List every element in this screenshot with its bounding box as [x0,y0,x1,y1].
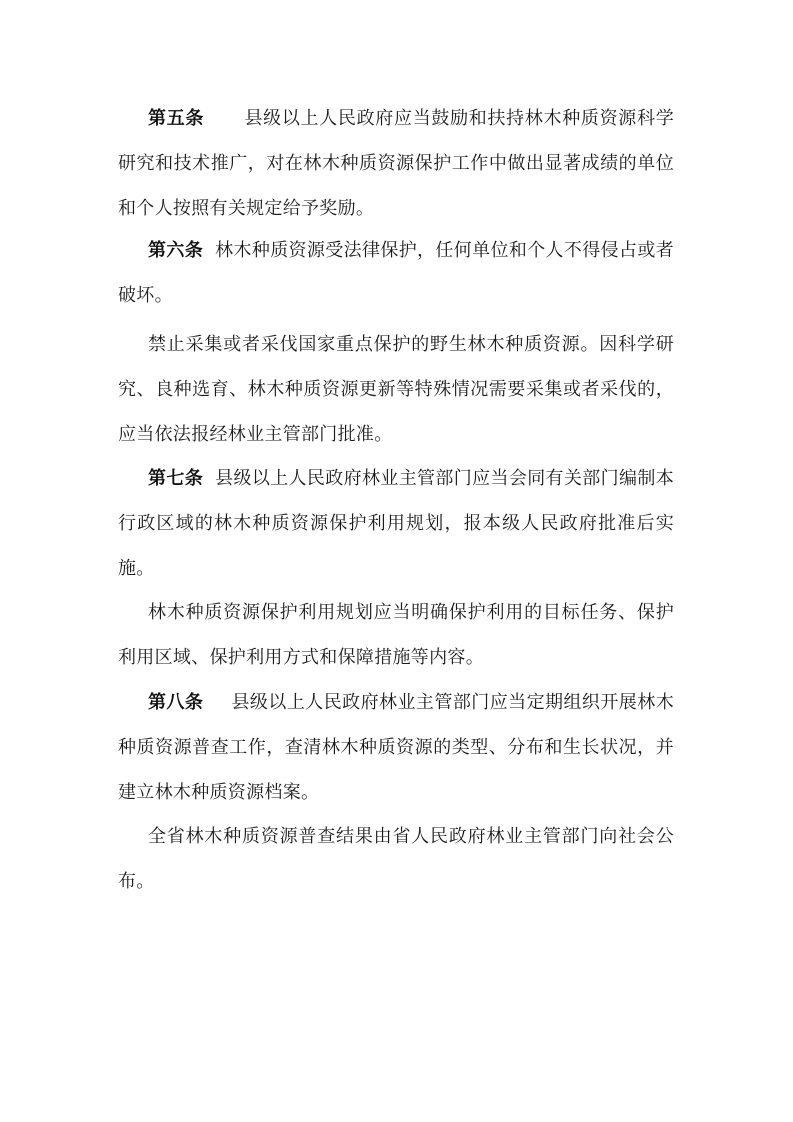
article-7-clause-2 [118,590,674,680]
article-8-paragraph [118,680,674,815]
article-6-paragraph [118,228,674,318]
article-number: 第七条 [148,468,204,489]
clause-text: 林木种质资源保护利用规划应当明确保护利用的目标任务、保护利用区域、保护利用方式和保障措施等内容。 [118,602,674,668]
clause-text: 全省林木种质资源普查结果由省人民政府林业主管部门向社会公布。 [118,826,674,892]
article-6-clause-2 [118,322,674,457]
article-5-paragraph [118,96,674,231]
article-8-clause-2 [118,814,674,904]
article-7-paragraph [118,456,674,591]
article-text: 林木种质资源受法律保护，任何单位和个人不得侵占或者破坏。 [118,240,674,306]
article-number: 第六条 [148,240,204,261]
article-number: 第八条 [148,692,204,713]
article-text: 县级以上人民政府应当鼓励和扶持林木种质资源科学研究和技术推广，对在林木种质资源保护工作中做出显著成绩的单位和个人按照有关规定给予奖励。 [118,108,674,219]
article-text: 县级以上人民政府林业主管部门应当会同有关部门编制本行政区域的林木种质资源保护利用规划，报本级人民政府批准后实施。 [118,468,674,579]
article-text: 县级以上人民政府林业主管部门应当定期组织开展林木种质资源普查工作，查清林木种质资源的类型、分布和生长状况，并建立林木种质资源档案。 [118,692,674,803]
clause-text: 禁止采集或者采伐国家重点保护的野生林木种质资源。因科学研究、良种选育、林木种质资源更新等特殊情况需要采集或者采伐的，应当依法报经林业主管部门批准。 [118,334,674,445]
article-number: 第五条 [148,108,205,129]
